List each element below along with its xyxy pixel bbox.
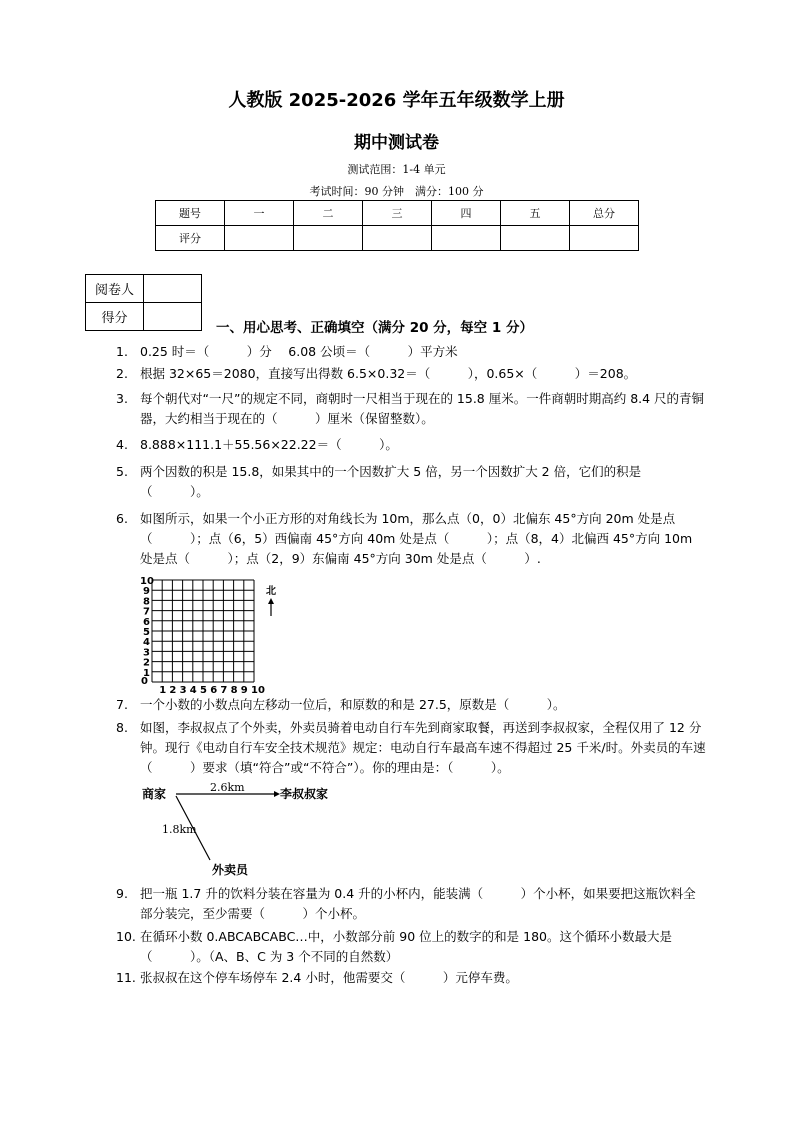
grader-table — [85, 274, 202, 331]
grid-x-label: 9 — [240, 685, 248, 694]
exam-title: 人教版 2025-2026 学年五年级数学上册 — [228, 90, 565, 111]
question-text: 如图所示，如果一个小正方形的对角线长为 10m，那么点（0，0）北偏东 45°方向 20m 处是点（ ）；点（6，5）西偏南 45°方向 40m 处是点（ ）；点（8，4）北偏西 45°方向 10m 处是点（ ）；点（2，9）东偏南 45°方向 30m 处是点（ ）. — [140, 511, 693, 566]
grid-y-label: 9 — [143, 586, 150, 598]
score-header-cell: 三 — [363, 201, 432, 226]
question-number: 10. — [116, 929, 136, 944]
question-text: 两个因数的积是 15.8，如果其中的一个因数扩大 5 倍，另一个因数扩大 2 倍，它们的积是（ ）。 — [140, 464, 642, 499]
grid-x-label: 8 — [230, 685, 238, 694]
score-table — [155, 200, 639, 251]
delivery-map-figure — [140, 778, 370, 880]
grid-x-label: 10 — [251, 685, 265, 694]
grader-score-label: 得分 — [86, 303, 144, 331]
question-text: 如图，李叔叔点了个外卖，外卖员骑着电动自行车先到商家取餐，再送到李叔叔家，全程仅用了 12 分钟。现行《电动自行车安全技术规范》规定：电动自行车最高车速不得超过 25 千米/时。外卖员的车速（ ）要求（填“符合”或“不符合”）。你的理由是：（ ）。 — [140, 720, 706, 775]
question-number: 8. — [116, 720, 128, 735]
question-6 — [116, 509, 706, 569]
question-text: 一个小数的小数点向左移动一位后，和原数的和是 27.5，原数是（ ）。 — [140, 697, 566, 712]
grid-y-label: 8 — [143, 596, 150, 608]
grid-x-label: 7 — [220, 685, 228, 694]
exam-subtitle: 期中测试卷 — [354, 133, 439, 153]
question-text: 每个朝代对“一尺”的规定不同，商朝时一尺相当于现在的 15.8 厘米。一件商朝时期高约 8.4 尺的青铜器，大约相当于现在的（ ）厘米（保留整数）。 — [140, 391, 705, 426]
question-11 — [116, 968, 706, 988]
grid-y-label: 4 — [143, 637, 150, 649]
grid-y-label: 6 — [143, 616, 150, 628]
question-5 — [116, 462, 706, 502]
home-label: 李叔叔家 — [280, 787, 329, 801]
reviewer-input-cell[interactable] — [144, 275, 202, 303]
question-2 — [116, 364, 706, 384]
question-number: 3. — [116, 391, 128, 406]
question-text: 张叔叔在这个停车场停车 2.4 小时，他需要交（ ）元停车费。 — [140, 970, 518, 985]
score-input-cell[interactable] — [570, 226, 639, 251]
question-text: 把一瓶 1.7 升的饮料分装在容量为 0.4 升的小杯内，能装满（ ）个小杯，如果要把这瓶饮料全部分装完，至少需要（ ）个小杯。 — [140, 886, 696, 921]
section-1-title: 一、用心思考、正确填空（满分 20 分，每空 1 分） — [216, 320, 533, 336]
question-number: 6. — [116, 511, 128, 526]
score-table-header-row — [156, 201, 639, 226]
question-number: 7. — [116, 697, 128, 712]
courier-label: 外卖员 — [212, 863, 249, 877]
score-input-cell[interactable] — [363, 226, 432, 251]
grid-x-label: 4 — [189, 685, 197, 694]
exam-scope: 测试范围：1-4 单元 — [347, 163, 446, 176]
question-4 — [116, 435, 706, 455]
question-text: 0.25 时＝（ ）分 6.08 公顷＝（ ）平方米 — [140, 344, 458, 359]
question-number: 11. — [116, 970, 136, 985]
shop-label: 商家 — [142, 787, 167, 801]
north-arrow-icon — [268, 598, 274, 604]
grid-x-label: 6 — [210, 685, 218, 694]
question-number: 9. — [116, 886, 128, 901]
score-input-cell[interactable] — [501, 226, 570, 251]
question-3 — [116, 389, 706, 429]
grid-x-label: 5 — [200, 685, 207, 694]
grid-x-label: 2 — [169, 685, 177, 694]
distance-top-label: 2.6km — [210, 781, 245, 794]
score-header-cell: 四 — [432, 201, 501, 226]
north-label: 北 — [266, 586, 276, 597]
question-1 — [116, 342, 706, 362]
question-number: 4. — [116, 437, 128, 452]
grid-x-label: 3 — [179, 685, 187, 694]
question-number: 2. — [116, 366, 128, 381]
grid-figure — [138, 574, 288, 694]
question-7 — [116, 695, 706, 715]
score-header-cell: 二 — [294, 201, 363, 226]
reviewer-label: 阅卷人 — [86, 275, 144, 303]
question-text: 在循环小数 0.ABCABCABC…中，小数部分前 90 位上的数字的和是 180。这个循环小数最大是（ ）。（A、B、C 为 3 个不同的自然数） — [140, 929, 672, 964]
grid-y-label: 1 — [143, 667, 150, 679]
distance-side-label: 1.8km — [162, 823, 197, 836]
question-number: 5. — [116, 464, 128, 479]
grid-y-label: 10 — [140, 576, 154, 587]
score-row-label: 评分 — [156, 226, 225, 251]
score-input-cell[interactable] — [225, 226, 294, 251]
question-10 — [116, 927, 706, 967]
question-text: 8.888×111.1＋55.56×22.22＝（ ）。 — [140, 437, 398, 452]
score-header-cell: 一 — [225, 201, 294, 226]
grid-y-label: 3 — [143, 647, 150, 659]
grader-score-input-cell[interactable] — [144, 303, 202, 331]
score-table-score-row — [156, 226, 639, 251]
exam-time: 考试时间：90 分钟 满分：100 分 — [309, 185, 484, 198]
question-number: 1. — [116, 344, 128, 359]
grid-x-label: 1 — [159, 685, 167, 694]
question-text: 根据 32×65＝2080，直接写出得数 6.5×0.32＝（ ），0.65×（ ）＝208。 — [140, 366, 637, 381]
grid-y-label: 2 — [143, 657, 150, 669]
score-header-cell: 五 — [501, 201, 570, 226]
score-header-cell: 题号 — [156, 201, 225, 226]
grid-y-label: 5 — [143, 627, 150, 638]
score-input-cell[interactable] — [294, 226, 363, 251]
grid-x-label: 0 — [141, 676, 148, 687]
grid-y-label: 7 — [143, 606, 150, 618]
question-9 — [116, 884, 706, 924]
question-8 — [116, 718, 706, 778]
score-header-cell: 总分 — [570, 201, 639, 226]
score-input-cell[interactable] — [432, 226, 501, 251]
